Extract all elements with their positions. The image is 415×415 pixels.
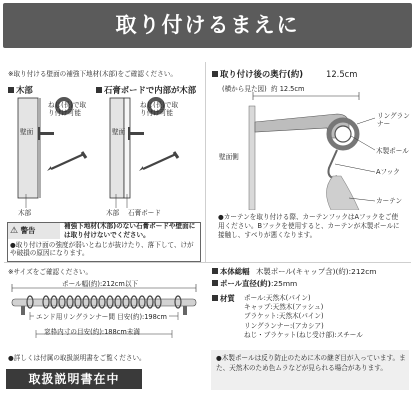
long-screw-icon — [47, 152, 86, 171]
screw-ok-label-2: ねじ(長)で取り付け可能 — [140, 101, 179, 117]
hook-note: ●カーテンを取り付ける際、カーテンフックはAフックをご使用ください。Bフックを使用すると、カーテンが木製ポールに接触し、すべりが悪くなります。 — [218, 213, 400, 239]
material-item: キャップ:天然木(アッシュ) — [244, 303, 324, 312]
curtain-fabric — [326, 176, 359, 210]
square-bullet-icon — [212, 268, 218, 274]
wall-side — [249, 106, 255, 210]
wood-heading: 木部 — [8, 85, 33, 95]
wall-label-2: 壁面 — [112, 128, 126, 136]
gypsum-layer — [124, 98, 130, 198]
wood-part-label-1: 木部 — [18, 209, 32, 217]
wall-side-label: 壁面側 — [219, 153, 239, 161]
screw-in-wood-icon — [38, 127, 54, 140]
material-heading: 材質 — [212, 294, 235, 303]
wood-wall-panel — [18, 98, 38, 198]
column-divider — [205, 62, 206, 262]
page-title: 取り付けるまえに — [115, 13, 300, 37]
side-view-diagram — [209, 80, 413, 210]
bracket-right — [183, 306, 187, 315]
material-item: ねじ・ブラケット(ねじ受け部):スチール — [244, 330, 363, 339]
square-bullet-icon — [8, 87, 14, 93]
bracket-left — [21, 306, 25, 315]
warning-text: ●取り付け面の強度が弱いとねじが抜けたり、落下して、けがや破損の原因になります。 — [10, 241, 194, 257]
depth-heading: 取り付け後の奥行(約) — [212, 69, 303, 79]
warning-bar-text: 補強下地材(木部)のない石膏ボードや壁面には取り付けないでください。 — [64, 222, 196, 239]
material-item: ブラケット:天然木(パイン) — [244, 312, 324, 321]
wood-pole — [12, 299, 196, 306]
square-bullet-icon — [212, 71, 218, 77]
wood-part-label-2: 木部 — [106, 209, 120, 217]
material-item: リングランナー:(アカシア) — [244, 321, 324, 330]
gypsum-label: 石膏ボード — [128, 209, 161, 217]
board-wall-panel — [110, 98, 124, 198]
square-bullet-icon — [212, 280, 218, 286]
material-item: ポール:天然木(パイン) — [244, 294, 311, 302]
window-width-label: 窓枠内寸の目安(約):188cm未満 — [44, 328, 140, 336]
diameter-spec: ポール直径(約):25mm — [212, 279, 297, 288]
depth-value: 12.5cm — [326, 69, 358, 79]
square-bullet-icon — [212, 295, 218, 301]
section-divider — [4, 262, 411, 263]
a-hook-label: Aフック — [376, 168, 400, 176]
wood-note: ●木製ポールは反り防止のために木の継ぎ目が入っています。また、天然木のため色ムラなどが見られる場合があります。 — [216, 354, 406, 372]
screw-ok-label-1: ねじ(長)で取り付け可能 — [48, 101, 87, 117]
ring-runner-label: リングランナー — [377, 112, 410, 128]
pole-width-label: ポール幅(約):212cm以下 — [62, 280, 139, 288]
board-heading: 石膏ボードで内部が木部 — [96, 85, 196, 95]
wall-label-1: 壁面 — [20, 128, 34, 136]
side-view-label: (横から見た図) — [222, 85, 267, 93]
long-screw-icon — [139, 152, 178, 171]
warning-label: ⚠ 警告 — [10, 226, 36, 236]
runner-distance-label: エンド用リングランナー間 目安(約):198cm — [36, 313, 167, 321]
curtain-label: カーテン — [376, 197, 403, 205]
total-width-spec: 本体総幅 木製ポール(キャップ含)(約):212cm — [212, 267, 376, 276]
wood-pole-label: 木製ポール — [376, 147, 409, 155]
size-note: ※サイズをご確認ください。 — [8, 268, 93, 276]
manual-included-badge: 取扱説明書在中 — [6, 369, 142, 389]
manual-note: ●詳しくは付属の取扱説明書をご覧ください。 — [8, 354, 146, 362]
material-list — [244, 294, 363, 340]
warning-triangle-icon: ⚠ — [10, 226, 19, 236]
wall-check-note: ※取り付ける壁面の補強下地材(木部)をご確認ください。 — [8, 70, 177, 78]
dimension-label: 約 12.5cm — [271, 85, 305, 93]
wood-pole-side — [335, 126, 351, 142]
square-bullet-icon — [96, 87, 102, 93]
